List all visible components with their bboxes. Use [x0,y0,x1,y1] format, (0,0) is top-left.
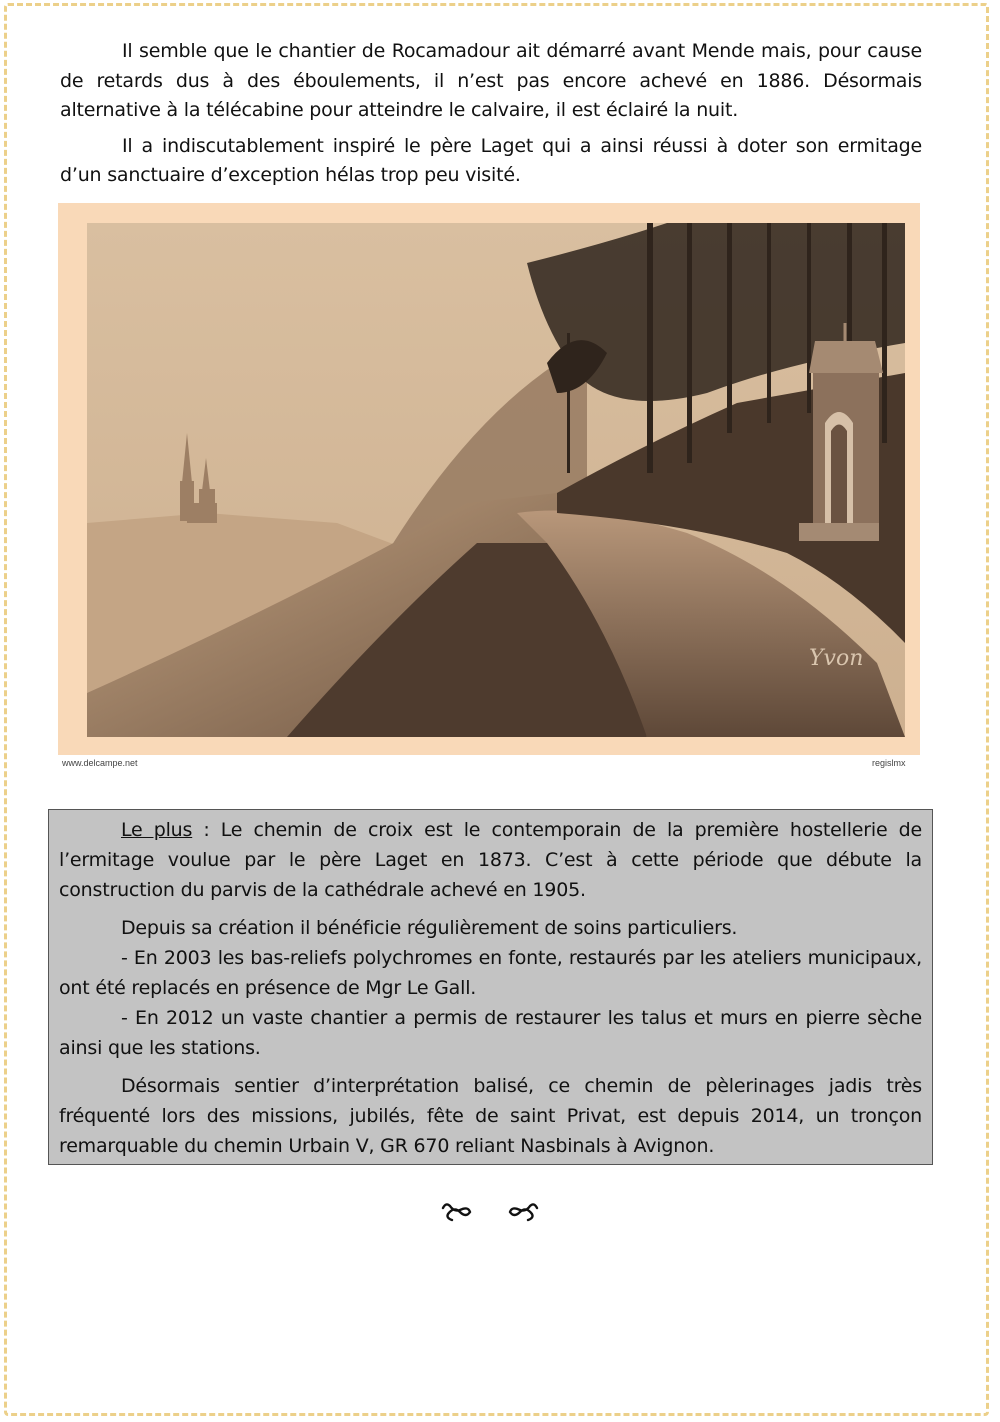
info-box-le-plus [48,809,933,1165]
photographer-signature: Yvon [809,646,864,671]
intro-paragraph-1: Il semble que le chantier de Rocamadour ait démarré avant Mende mais, pour cause de retards dus à des éboulements, il n’est pas encore achevé en 1886. Désormais alternative à la télécabine pour atteindre le calvaire, il est éclairé la nuit. [60,40,922,121]
intro-paragraph-2: Il a indiscutablement inspiré le père Laget qui a ainsi réussi à doter son ermitage d’un sanctuaire d’exception hélas trop peu visité. [60,134,922,186]
flourish-left-icon [440,1200,474,1224]
postcard-image [87,223,905,737]
info-item-2012: - En 2012 un vaste chantier a permis de restaurer les talus et murs en pierre sèche ainsi que les stations. [59,1007,922,1059]
photo-credit-user: regislmx [872,758,906,768]
postcard-photo [58,203,920,755]
info-paragraph-1 [59,815,922,905]
info-closing: Désormais sentier d’interprétation balisé, ce chemin de pèlerinages jadis très fréquenté lors des missions, jubilés, fête de saint Privat, est depuis 2014, un tronçon remarquable du chemin Urbain V, GR 670 reliant Nasbinals à Avignon. [59,1075,922,1157]
le-plus-label: Le plus [121,819,193,841]
flourish-right-icon [506,1200,540,1224]
end-ornament [440,1200,540,1230]
info-care-intro: Depuis sa création il bénéficie régulièrement de soins particuliers. [121,917,738,939]
info-paragraph-1-text: : Le chemin de croix est le contemporain de la première hostellerie de l’ermitage voulue par le père Laget en 1873. C’est à cette période que débute la construction du parvis de la cathédrale achevé en 1905. [59,819,922,901]
photo-credit-source: www.delcampe.net [62,758,138,768]
info-item-2003: - En 2003 les bas-reliefs polychromes en fonte, restaurés par les ateliers municipaux, ont été replacés en présence de Mgr Le Gall. [59,947,922,999]
intro-text [60,37,922,197]
